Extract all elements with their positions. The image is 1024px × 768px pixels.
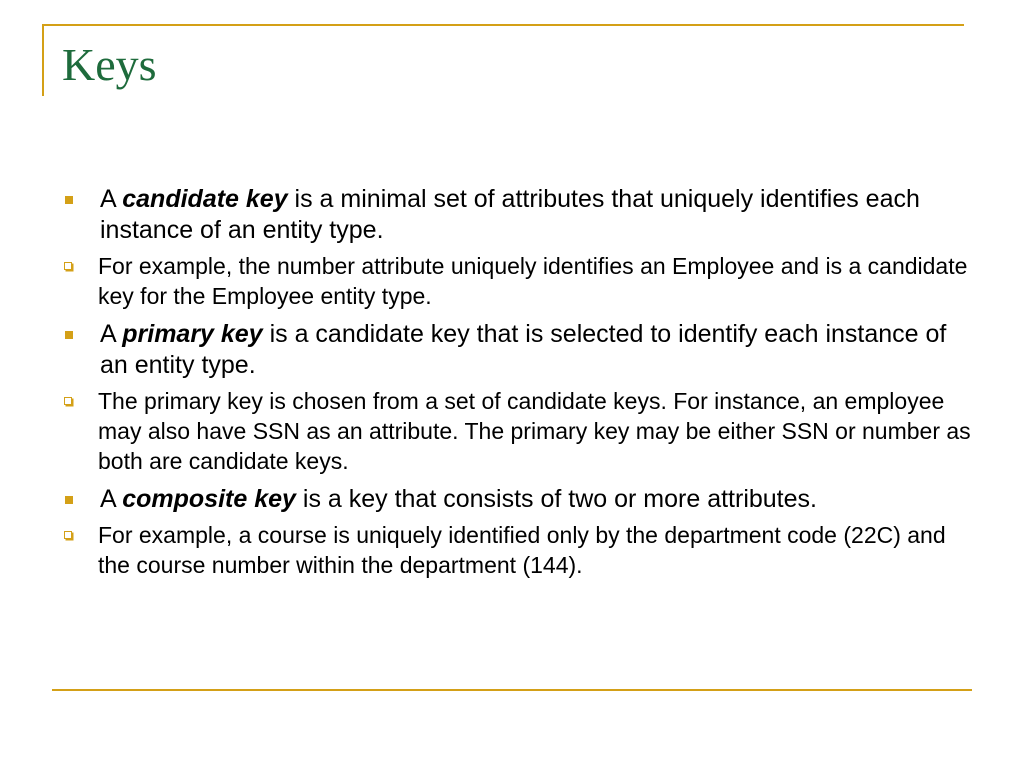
top-rule [42, 24, 964, 26]
sub-bullet-text: For example, the number attribute uniquely identifies an Employee and is a candidate key for the Employee entity type. [98, 253, 968, 309]
sub-bullet-candidate-key-example [62, 251, 972, 311]
square-bullet-icon [65, 331, 73, 339]
sub-bullet-primary-key-example [62, 386, 972, 476]
hollow-square-bullet-icon [64, 531, 72, 539]
bullet-text: is a minimal set of attributes that uniquely identifies each instance of an entity type. [100, 185, 920, 244]
bottom-rule [52, 689, 972, 691]
slide-title: Keys [62, 39, 157, 90]
bullet-text: is a key that consists of two or more attributes. [295, 485, 817, 513]
bullet-prefix: A [100, 185, 123, 213]
sub-bullet-text: The primary key is chosen from a set of candidate keys. For instance, an employee may also have SSN as an attribute. The primary key may be either SSN or number as both are candidate keys. [98, 388, 971, 474]
bullet-candidate-key [62, 184, 972, 246]
term-primary-key: primary key [122, 320, 263, 348]
bullet-prefix: A [100, 320, 123, 348]
square-bullet-icon [65, 496, 73, 504]
term-candidate-key: candidate key [122, 185, 288, 213]
square-bullet-icon [65, 196, 73, 204]
slide-body [62, 184, 972, 588]
left-rule [42, 24, 44, 96]
bullet-prefix: A [100, 485, 123, 513]
bullet-text: is a candidate key that is selected to identify each instance of an entity type. [100, 320, 947, 379]
bullet-primary-key [62, 319, 972, 381]
hollow-square-bullet-icon [64, 397, 72, 405]
term-composite-key: composite key [122, 485, 296, 513]
sub-bullet-text: For example, a course is uniquely identified only by the department code (22C) and the course number within the department (144). [98, 522, 946, 578]
hollow-square-bullet-icon [64, 262, 72, 270]
bullet-composite-key [62, 484, 972, 515]
sub-bullet-composite-key-example [62, 520, 972, 580]
